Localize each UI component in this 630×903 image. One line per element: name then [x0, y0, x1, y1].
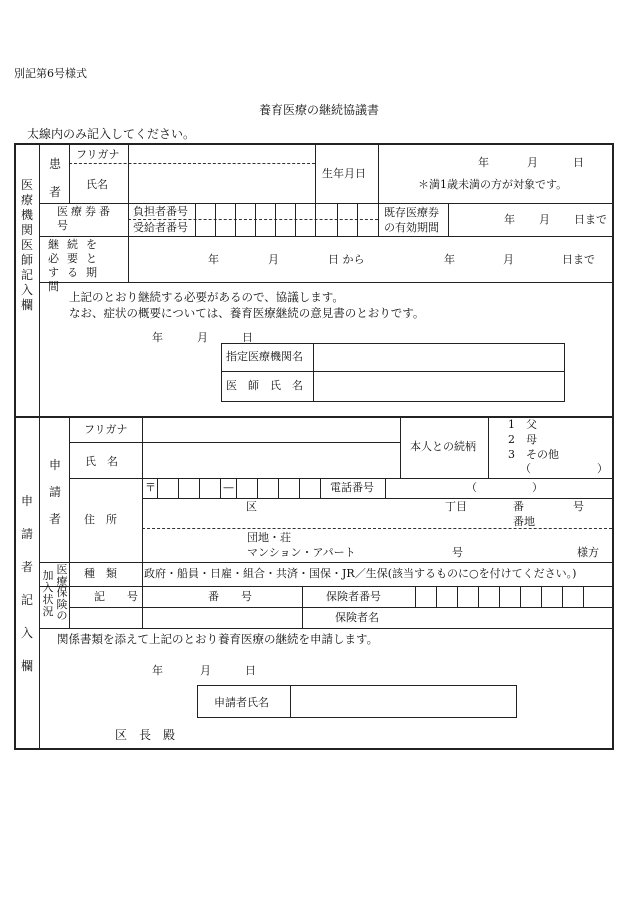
patient-name-label: 氏名 [86, 178, 108, 191]
applicant-section-label: 申請者記入欄 [20, 494, 33, 673]
doctor-name-label: 医 師 氏 名 [226, 379, 303, 392]
applicant-signature-label: 申請者氏名 [214, 696, 269, 709]
application-day: 日 [245, 664, 256, 677]
agreement-year: 年 [152, 331, 163, 344]
institution-label: 指定医療機関名 [226, 350, 303, 363]
period-until: 日まで [562, 253, 595, 266]
birth-year: 年 [478, 156, 489, 169]
symbol-label: 記 号 [94, 590, 138, 603]
ticket-number-label: 医療券番号 [57, 205, 113, 232]
banchi-label: 番地 [513, 515, 535, 528]
form-title: 養育医療の継続協議書 [259, 103, 380, 117]
address-label: 住 所 [84, 513, 117, 526]
doctor-section-label: 医療機関医師記入欄 [20, 178, 33, 312]
birth-day: 日 [573, 156, 584, 169]
insurer-number-label: 保険者番号 [326, 590, 381, 603]
existing-ticket-label: 既存医療券の有効期間 [384, 206, 439, 234]
kind-label: 種 類 [84, 567, 117, 580]
form-number: 別記第6号様式 [14, 67, 87, 80]
applicant-label: 申請者 [48, 458, 61, 526]
postal-mark: 〒 [145, 481, 156, 494]
period-to-year: 年 [444, 253, 455, 266]
go-label: 号 [573, 500, 584, 513]
burden-number-label: 負担者番号 [133, 205, 188, 218]
mansion-label: マンション・アパート [247, 546, 356, 559]
kind-options: 政府・船員・日雇・組合・共済・国保・JR／生保(該当するものに○を付けてください。) [144, 567, 577, 580]
insurance-label: 医療保険の [56, 563, 68, 622]
birth-note: ＊満1歳未満の方が対象です。 [418, 178, 568, 191]
instruction: 太線内のみ記入してください。 [27, 127, 196, 141]
ticket-until: 日まで [574, 213, 607, 226]
relation-other: 3 その他 [508, 448, 559, 461]
period-to-month: 月 [503, 253, 514, 266]
ticket-month: 月 [539, 213, 550, 226]
patient-label: 患者 [48, 157, 61, 199]
relation-father: 1 父 [508, 418, 537, 431]
ward-label: 区 [246, 500, 257, 513]
relation-label: 本人との続柄 [410, 440, 476, 453]
danchi-label: 団地・荘 [247, 531, 291, 544]
period-label: 継続を必要とする期間 [48, 238, 105, 293]
period-from: 日 から [328, 253, 365, 266]
ticket-year: 年 [504, 213, 515, 226]
insurer-name-label: 保険者名 [335, 611, 379, 624]
go-label-2: 号 [452, 546, 463, 559]
birthdate-label: 生年月日 [322, 167, 366, 180]
chome-label: 丁目 [445, 500, 467, 513]
samakata-label: 様方 [577, 546, 599, 559]
postal-dash: — [223, 481, 234, 494]
relation-mother: 2 母 [508, 433, 537, 446]
application-month: 月 [200, 664, 211, 677]
furigana-label: フリガナ [76, 148, 120, 161]
recipient-number-label: 受給者番号 [133, 221, 188, 234]
phone-paren: （ ） [466, 481, 543, 494]
addressee: 区 長 殿 [115, 728, 176, 742]
application-year: 年 [152, 664, 163, 677]
relation-other-paren: （ ） [520, 462, 608, 475]
number-label: 番 号 [208, 590, 252, 603]
birth-month: 月 [527, 156, 538, 169]
applicant-furigana-label: フリガナ [84, 423, 128, 436]
insurance-status-label: 加入状況 [42, 569, 54, 618]
application-text: 関係書類を添えて上記のとおり養育医療の継続を申請します。 [57, 632, 379, 646]
agreement-day: 日 [242, 331, 253, 344]
period-from-month: 月 [268, 253, 279, 266]
agreement-line1: 上記のとおり継続する必要があるので、協議します。 [69, 290, 344, 304]
phone-label: 電話番号 [330, 481, 374, 494]
agreement-line2: なお、症状の概要については、養育医療継続の意見書のとおりです。 [69, 306, 425, 320]
agreement-month: 月 [197, 331, 208, 344]
ban-label: 番 [513, 500, 524, 513]
period-from-year: 年 [208, 253, 219, 266]
applicant-name-label: 氏 名 [85, 455, 118, 468]
